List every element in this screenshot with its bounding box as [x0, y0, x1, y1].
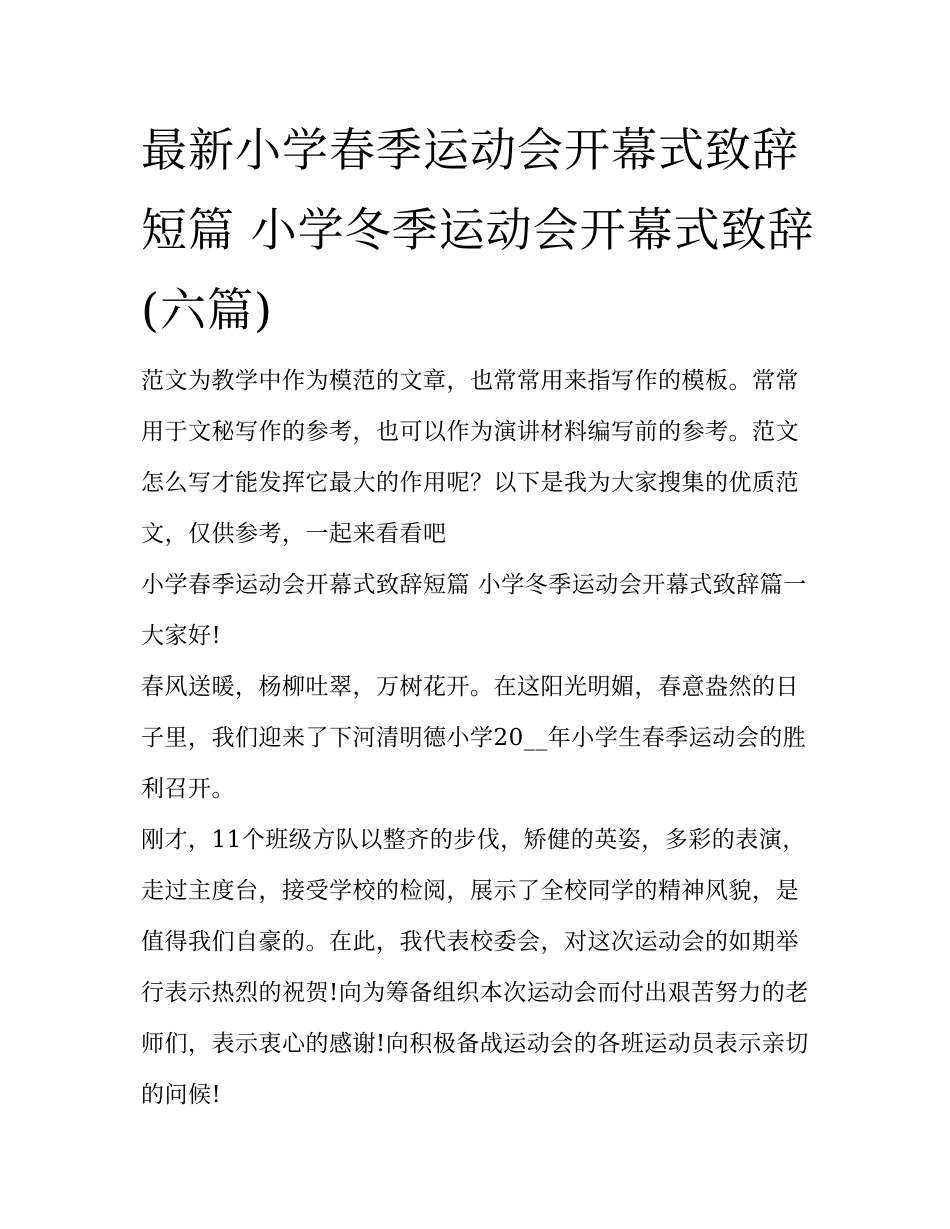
paragraph-parade: 刚才，11个班级方队以整齐的步伐，矫健的英姿，多彩的表演，走过主度台，接受学校的检阅，展示了全校同学的精神风貌，是值得我们自豪的。在此，我代表校委会，对这次运动会的如期举行表示热烈的祝贺!向为筹备组织本次运动会而付出艰苦努力的老师们，表示衷心的感谢!向积极备战运动会的各班运动员表示亲切的问候!: [141, 827, 809, 1108]
paragraph-section-heading: 小学春季运动会开幕式致辞短篇 小学冬季运动会开幕式致辞篇一 大家好!: [141, 572, 807, 649]
paragraph-intro: 范文为教学中作为模范的文章，也常常用来指写作的模板。常常用于文秘写作的参考，也可以作为演讲材料编写前的参考。范文怎么写才能发挥它最大的作用呢？以下是我为大家搜集的优质范文，仅供参考，一起来看看吧: [141, 368, 799, 547]
document-title: 最新小学春季运动会开幕式致辞短篇 小学冬季运动会开幕式致辞(六篇): [141, 123, 815, 337]
paragraph-spring: 春风送暖，杨柳吐翠，万树花开。在这阳光明媚，春意盎然的日子里，我们迎来了下河清明德小学20__年小学生春季运动会的胜利召开。: [141, 674, 807, 802]
document-page: [141, 110, 821, 1121]
